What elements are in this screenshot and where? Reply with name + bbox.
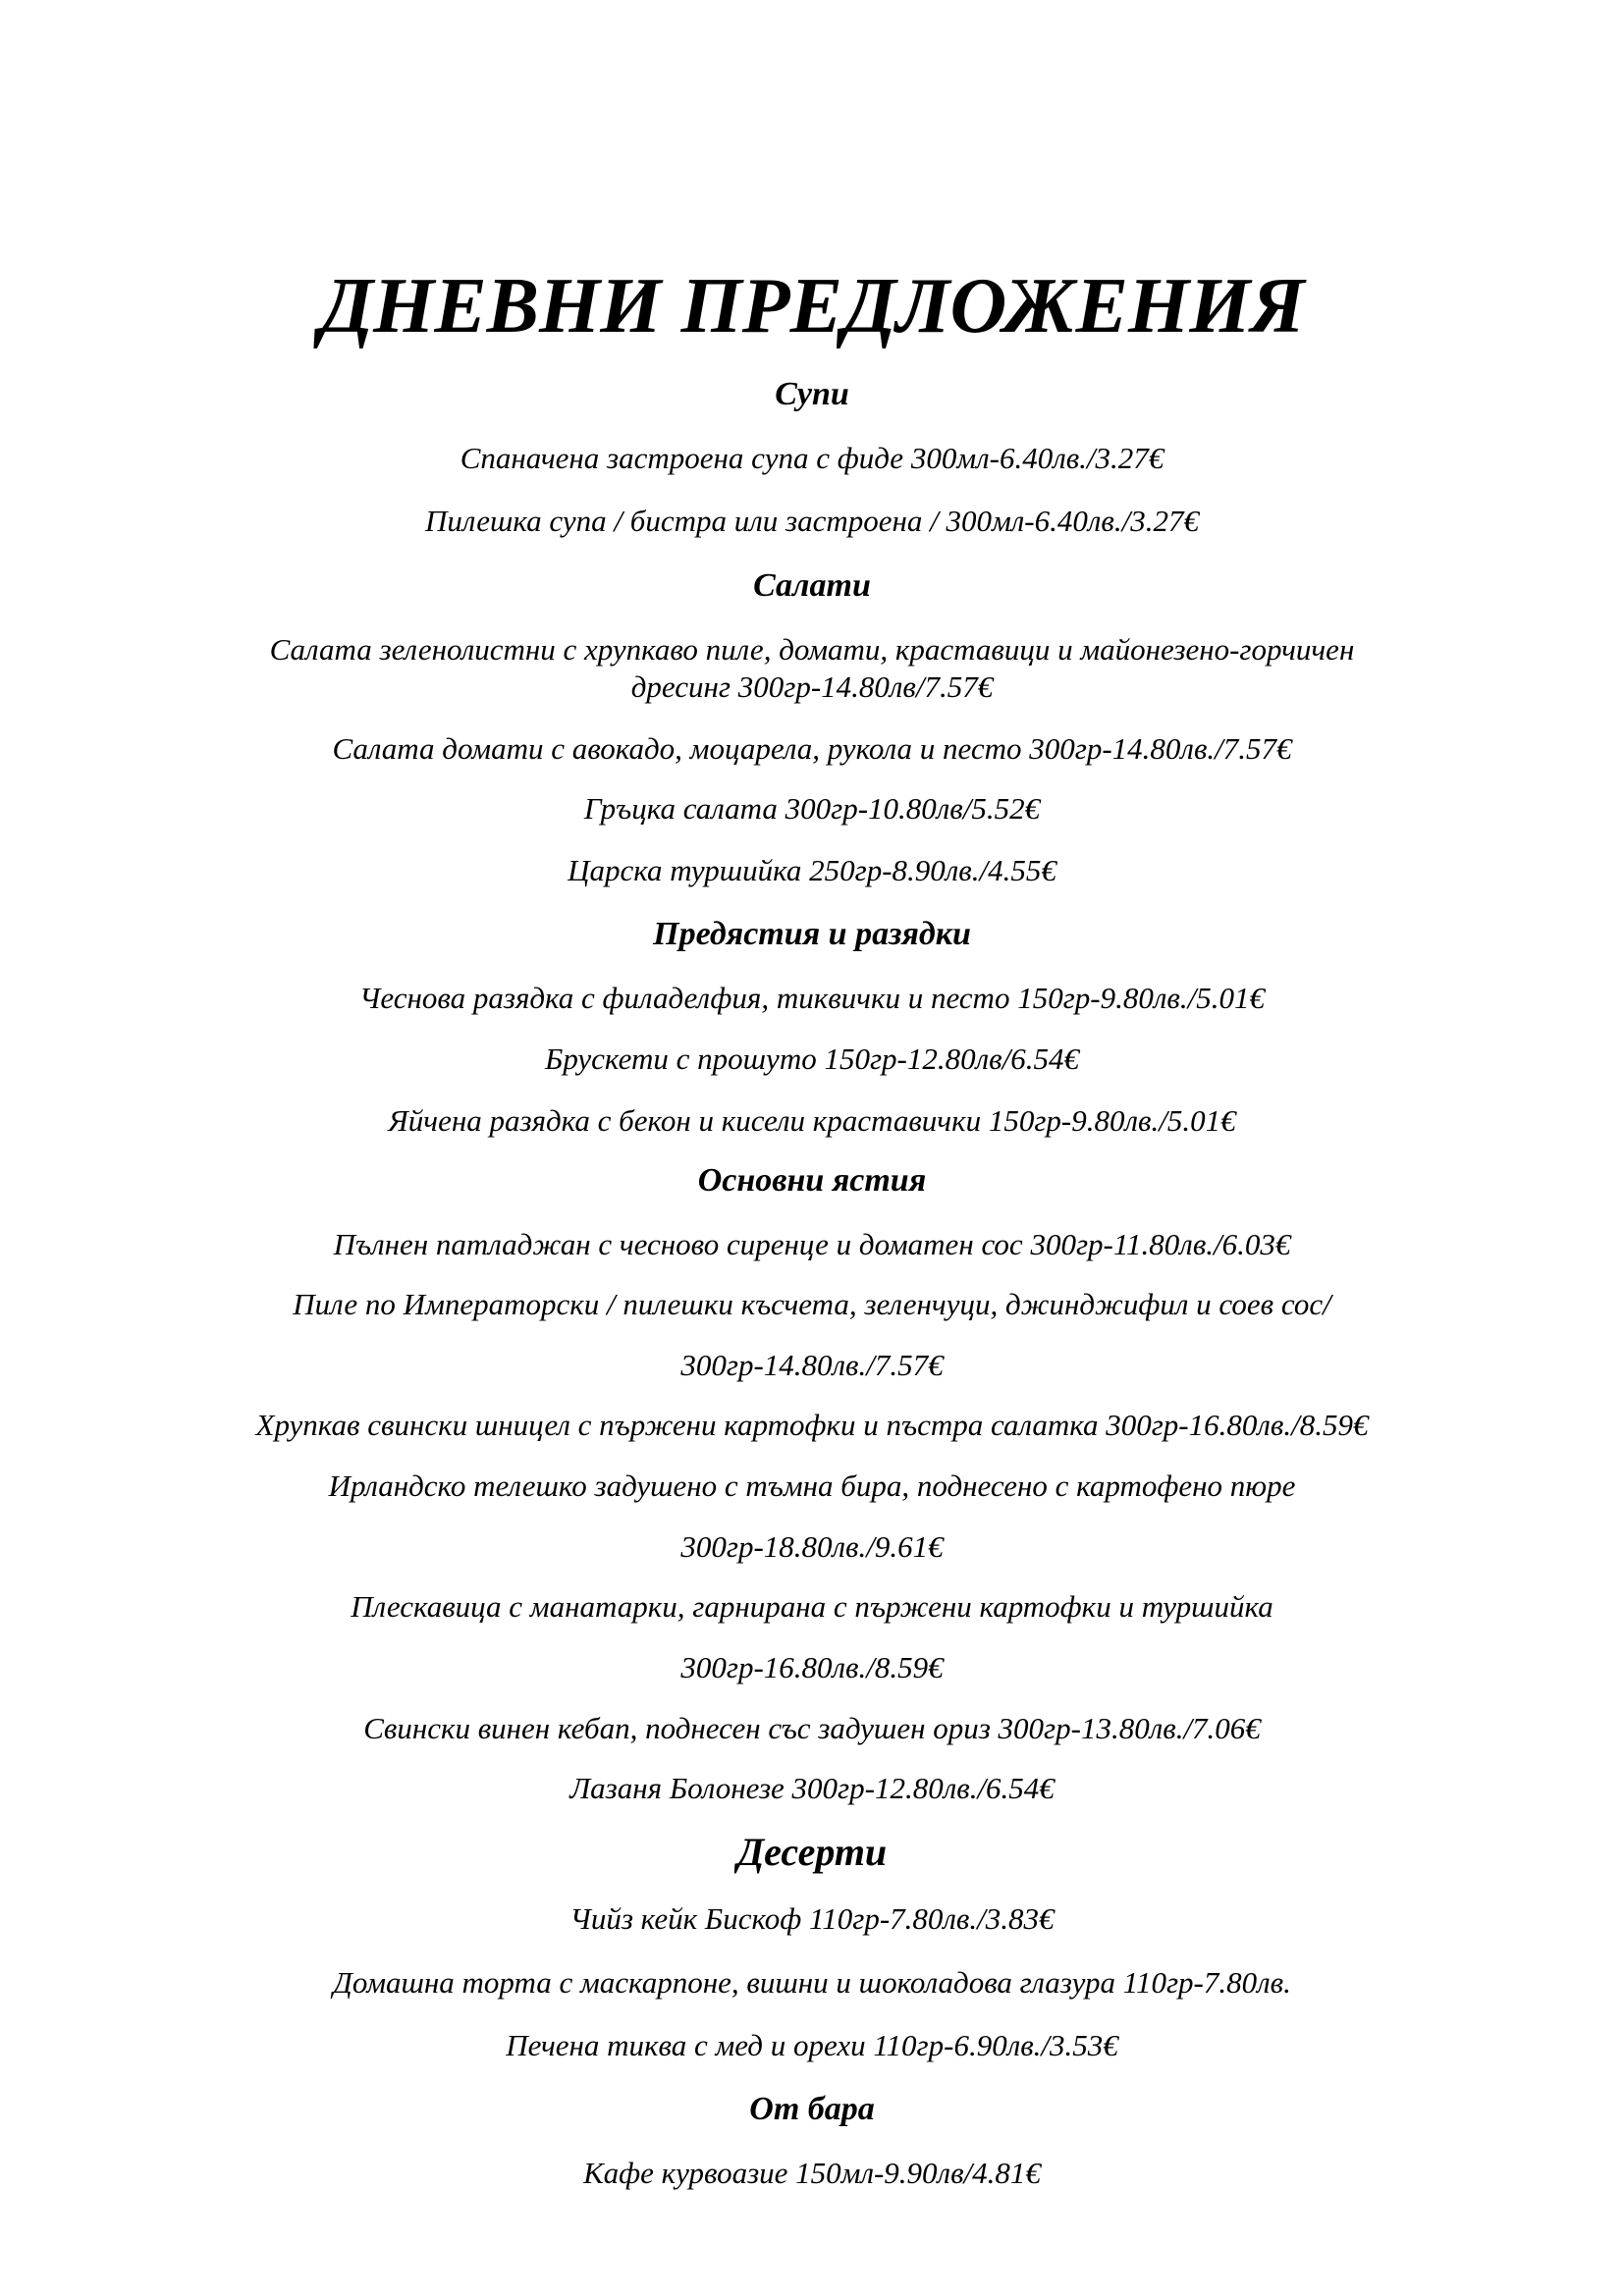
menu-item-continuation: дресинг 300гр-14.80лв/7.57€ (630, 669, 994, 704)
section-heading-bar: От бара (749, 2091, 875, 2127)
menu-item: Пиле по Императорски / пилешки късчета, зеленчуци, джинджифил и соев сос/ (293, 1287, 1331, 1321)
menu-item-continuation: 300гр-16.80лв./8.59€ (680, 1650, 944, 1684)
section-heading-salads: Салати (753, 567, 871, 604)
menu-item-continuation: 300гр-14.80лв./7.57€ (680, 1348, 944, 1382)
menu-item: Пълнен патладжан с чесново сиренце и доматен сос 300гр-11.80лв./6.03€ (333, 1227, 1291, 1261)
menu-item: Салата домати с авокадо, моцарела, рукола и песто 300гр-14.80лв./7.57€ (332, 731, 1292, 766)
menu-item: Царска туршийка 250гр-8.90лв./4.55€ (568, 853, 1056, 887)
section-heading-mains: Основни ястия (697, 1162, 927, 1199)
section-heading-starters: Предястия и разядки (653, 916, 971, 952)
section-heading-soups: Супи (775, 376, 849, 412)
menu-item: Брускети с прошуто 150гр-12.80лв/6.54€ (545, 1041, 1079, 1076)
menu-item: Хрупкав свински шницел с пържени картофки и пъстра салатка 300гр-16.80лв./8.59€ (255, 1408, 1369, 1442)
menu-item: Кафе курвоазие 150мл-9.90лв/4.81€ (583, 2156, 1041, 2190)
menu-item-continuation: 300гр-18.80лв./9.61€ (680, 1529, 944, 1564)
menu-item: Лазаня Болонезе 300гр-12.80лв./6.54€ (569, 1771, 1055, 1805)
menu-item: Салата зеленолистни с хрупкаво пиле, домати, краставици и майонезено-горчичен (269, 632, 1355, 667)
menu-item: Яйчена разядка с бекон и кисели краставички 150гр-9.80лв./5.01€ (388, 1103, 1236, 1138)
menu-item: Плескавица с манатарки, гарнирана с пържени картофки и туршийка (351, 1589, 1273, 1624)
menu-item: Спаначена застроена супа с фиде 300мл-6.40лв./3.27€ (460, 441, 1164, 475)
menu-item: Чийз кейк Бискоф 110гр-7.80лв./3.83€ (569, 1901, 1055, 1936)
menu-item: Чеснова разядка с филаделфия, тиквички и песто 150гр-9.80лв./5.01€ (359, 981, 1265, 1015)
menu-item: Ирландско телешко задушено с тъмна бира, поднесено с картофено пюре (328, 1468, 1296, 1503)
section-heading-desserts: Десерти (736, 1830, 888, 1874)
menu-item: Гръцка салата 300гр-10.80лв/5.52€ (583, 791, 1041, 826)
menu-item: Пилешка супа / бистра или застроена / 300мл-6.40лв./3.27€ (425, 504, 1199, 538)
menu-item: Печена тиква с мед и орехи 110гр-6.90лв./3.53€ (506, 2028, 1118, 2062)
menu-item: Свински винен кебап, поднесен със задушен ориз 300гр-13.80лв./7.06€ (363, 1711, 1261, 1745)
page-title: ДНЕВНИ ПРЕДЛОЖЕНИЯ (319, 263, 1305, 349)
menu-item: Домашна торта с маскарпоне, вишни и шоколадова глазура 110гр-7.80лв. (333, 1965, 1291, 2000)
